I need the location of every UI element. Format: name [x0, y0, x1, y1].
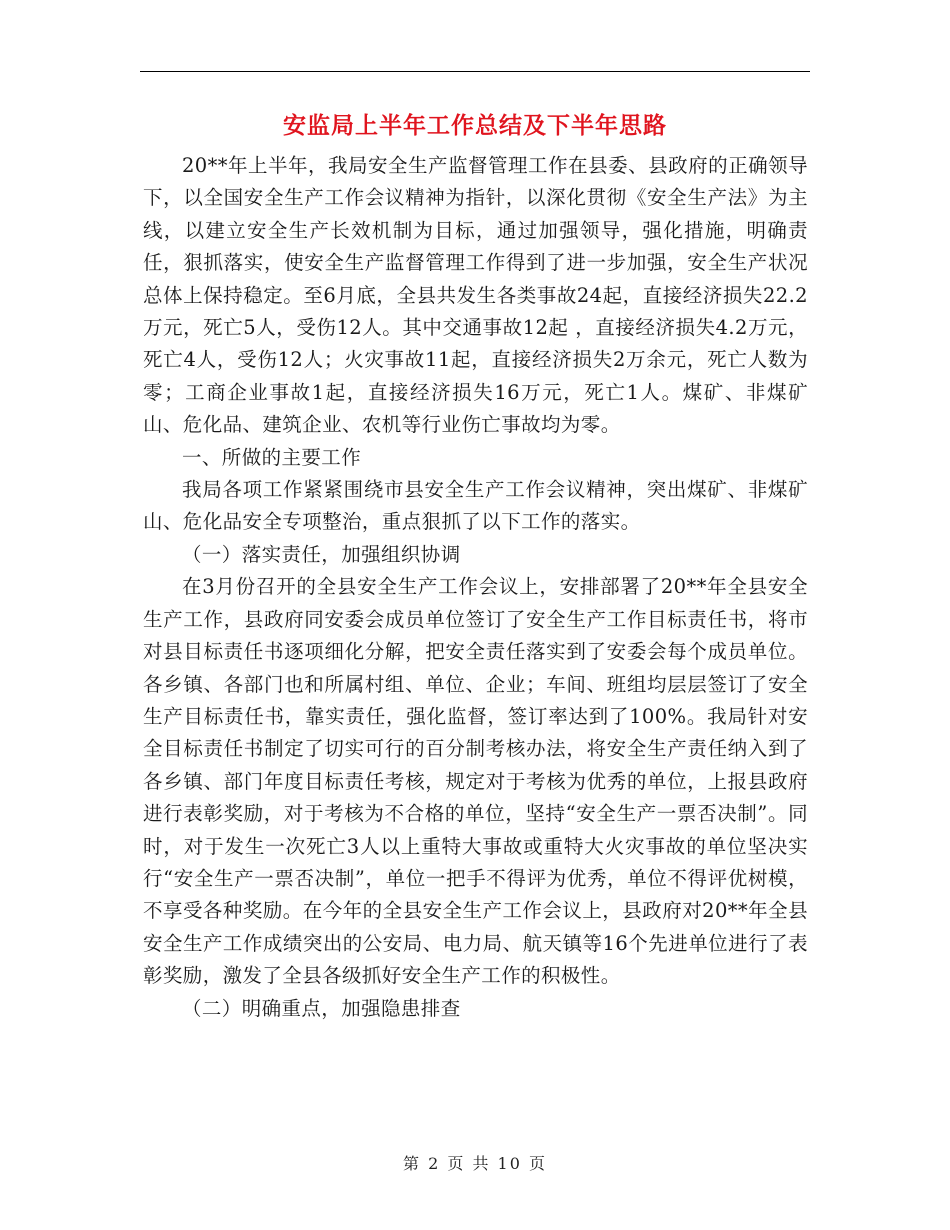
subsection-heading-1: （一）落实责任，加强组织协调 — [182, 542, 461, 566]
header-rule — [140, 71, 810, 72]
section-intro-paragraph: 我局各项工作紧紧围绕市县安全生产工作会议精神，突出煤矿、非煤矿山、危化品安全专项整治，重点狠抓了以下工作的落实。 — [143, 478, 808, 534]
responsibility-paragraph: 在3月份召开的全县安全生产工作会议上，安排部署了20**年全县安全生产工作，县政府同安委会成员单位签订了安全生产工作目标责任书，将市对县目标责任书逐项细化分解，把安全责任落实到了安委会每个成员单位。各乡镇、各部门也和所属村组、单位、企业；车间、班组均层层签订了安全生产目标责任书，靠实责任，强化监督，签订率达到了100%。我局针对安全目标责任书制定了切实可行的百分制考核办法，将安全生产责任纳入到了各乡镇、部门年度目标责任考核，规定对于考核为优秀的单位，上报县政府进行表彰奖励，对于考核为不合格的单位，坚持“安全生产一票否决制”。同时，对于发生一次死亡3人以上重特大事故或重特大火灾事故的单位坚决实行“安全生产一票否决制”，单位一把手不得评为优秀，单位不得评优树模，不享受各种奖励。在今年的全县安全生产工作会议上，县政府对20**年全县安全生产工作成绩突出的公安局、电力局、航天镇等16个先进单位进行了表彰奖励，激发了全县各级抓好安全生产工作的积极性。 — [143, 575, 808, 988]
section-heading-main-work: 一、所做的主要工作 — [182, 445, 362, 469]
intro-paragraph: 20**年上半年，我局安全生产监督管理工作在县委、县政府的正确领导下，以全国安全生产工作会议精神为指针，以深化贯彻《安全生产法》为主线，以建立安全生产长效机制为目标，通过加强领导，强化措施，明确责任，狠抓落实，使安全生产监督管理工作得到了进一步加强，安全生产状况总体上保持稳定。至6月底，全县共发生各类事故24起，直接经济损失22.2万元，死亡5人，受伤12人。其中交通事故12起 ，直接经济损失4.2万元，死亡4人，受伤12人；火灾事故11起，直接经济损失2万余元，死亡人数为零；工商企业事故1起，直接经济损失16万元，死亡1人。煤矿、非煤矿山、危化品、建筑企业、农机等行业伤亡事故均为零。 — [143, 154, 808, 437]
document-body — [143, 150, 808, 1025]
subsection-heading-2: （二）明确重点，加强隐患排查 — [182, 996, 461, 1020]
page-footer: 第 2 页 共 10 页 — [403, 1154, 547, 1173]
document-title: 安监局上半年工作总结及下半年思路 — [283, 113, 667, 139]
